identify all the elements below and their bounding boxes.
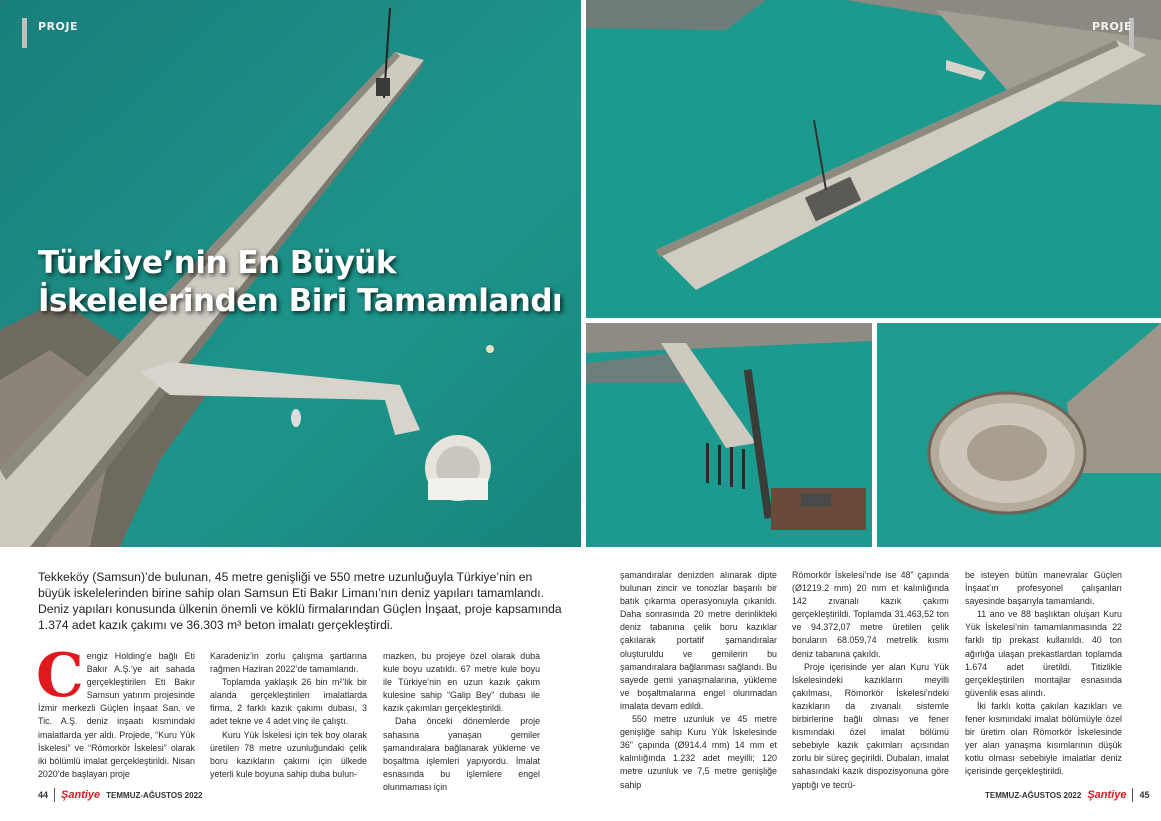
photo-pile-driving: [586, 323, 872, 547]
brand-logo-left: Şantiye: [61, 789, 101, 801]
page-headline: [38, 244, 578, 320]
lead-paragraph: Tekkeköy (Samsun)’de bulunan, 45 metre genişliği ve 550 metre uzunluğuyla Türkiye’nin en büyük iskelelerinden birine sahip olan Samsun Eti Bakır Limanı’nın deniz yapıları tamamlandı. Deniz yapıları konusunda ülkenin önemli ve köklü firmalarından Güçlen İnşaat, proje kapsamında 1.374 adet kazık çakımı ve 36.303 m³ beton imalatı gerçekleştirdi.: [38, 570, 562, 632]
right-column-2: [792, 569, 949, 792]
section-tag-right: PROJE: [1092, 20, 1132, 33]
footer-left: [38, 788, 202, 802]
page-number-right: 45: [1139, 790, 1150, 800]
page-number-left: 44: [38, 790, 49, 800]
brand-logo-right: Şantiye: [1087, 789, 1127, 801]
drop-cap: C: [36, 641, 84, 711]
right-col2-p2: Proje içerisinde yer alan Kuru Yük İskelesindeki kazıkların meyilli çakılması, Römorkör İskelesi’ndeki kazıkların da zıvanalı sistemle birbirlerine bağlı olması ve fener kısmındaki özel imalat bölümü sebebiyle kazık çakımları açısından zorlu bir süreç geçirildi. Dubaları, imalat sahasındaki kazık dispozisyonuna göre yaptığı ve tecrü-: [792, 661, 949, 790]
left-column-1: [36, 641, 195, 781]
headline-line-2: İskelelerinden Biri Tamamlandı: [38, 283, 563, 319]
right-col3-p1: be isteyen bütün manevralar Güçlen İnşaat’ın profesyonel çalışanları sayesinde başarıyla tamamlandı.: [965, 570, 1122, 607]
left-col2-p3: Kuru Yük İskelesi için tek boy olarak üretilen 78 metre uzunluğundaki çelik boru kazıkların çakımı için ülkede yeterli kule boyuna sahip duba bulun-: [210, 729, 367, 779]
right-column-1: [620, 569, 777, 792]
right-col1-p1: şamandıralar denizden alınarak dipte bulunan zincir ve tonozlar başarılı bir batık çıkarma operasyonuyla çıkarıldı. Daha sonrasında 20 metre derinlikteki deniz tabanına çelik boru kazıklar çakılarak portatif şamandıralar oluşturuldu ve gemilerin bu şamandıralara bağlanması sağlandı. Bu sayede gemi yanaşmalarına, yükleme ve boşaltmalarına engel olunmadan imalata devam edildi.: [620, 570, 777, 711]
left-col3-p1: mazken, bu projeye özel olarak duba kule boyu uzatıldı. 67 metre kule boyu ile Türkiye’nin en uzun kazık çakım kulesine sahip “Galip Bey” dubası ile kazık çakımları gerçekleştirildi.: [383, 651, 540, 714]
section-tag-bar-left: [22, 18, 27, 48]
left-col1-text: engiz Holding’e bağlı Eti Bakır A.Ş.’ye ait sahada gerçekleştirilen Eti Bakır Samsun yatırım projesinde İzmir merkezli Güçlen İnşaat San. ve Tic. A.Ş. deniz inşaatı kısmındaki imalatlarda yer aldı. Projede, “Kuru Yük İskelesi” ve “Römorkör İskelesi” olarak iki bölümlü imalat gerçekleştirildi. Nisan 2020’de başlayan proje: [38, 651, 195, 779]
issue-date-right: TEMMUZ-AĞUSTOS 2022: [985, 790, 1082, 800]
footer-right: [985, 788, 1149, 802]
right-column-3: [965, 569, 1122, 779]
section-tag-left: PROJE: [38, 20, 78, 33]
left-column-3: [383, 650, 540, 794]
headline-line-1: Türkiye’nin En Büyük: [38, 245, 396, 281]
footer-divider-left: [54, 788, 55, 802]
footer-divider-right: [1132, 788, 1133, 802]
right-col3-p2: 11 ano ve 88 başlıktan oluşan Kuru Yük İskelesi’nin tamamlanmasında 22 farklı tip prekast kullanıldı. 40 ton ağırlığa ulaşan prekastlardan toplamda 1.674 adet üretildi. Titizlikle gerçekleştirilen montajlar esnasında güvenlik esas alındı.: [965, 609, 1122, 698]
right-col1-p2: 550 metre uzunluk ve 45 metre genişliğe sahip Kuru Yük İskelesinde 36” çapında (Ø914.4 mm) 14 mm et kalınlığında 1.232 adet meyilli; 120 metre uzunluk ve 7,5 metre genişliğe sahip: [620, 714, 777, 790]
photo-jetty-aerial: [586, 0, 1161, 318]
left-col2-p2: Toplamda yaklaşık 26 bin m²’lik bir alanda gerçekleştirilen imalatlarda firma, 2 farklı kazık çakımı dubası, 3 adet tekne ve 4 adet vinç ile çalıştı.: [210, 677, 367, 727]
right-col2-p1: Römorkör İskelesi’nde ise 48” çapında (Ø1219.2 mm) 20 mm et kalınlığında 142 zıvanalı kazık çakımı gerçekleştirildi. Toplamda 31.463,52 ton ve 94.372,07 metre üretilen çelik boruların 68.059,74 metrelik kısmı deniz tabanına çakıldı.: [792, 570, 949, 659]
right-col3-p3: İki farklı kotta çakılan kazıkları ve fener kısmındaki imalat bölümüyle özel bir üretim olan Römorkör İskelesinde yer alan yanaşma kısımlarının düşük kotlu olması sebebiyle imalatlar deniz içerisinde gerçekleştirildi.: [965, 700, 1122, 777]
left-column-2: [210, 650, 367, 781]
photo-lighthouse-platform: [877, 323, 1161, 547]
issue-date-left: TEMMUZ-AĞUSTOS 2022: [106, 790, 203, 800]
left-col2-p1: Karadeniz’in zorlu çalışma şartlarına rağmen Haziran 2022’de tamamlandı.: [210, 651, 367, 675]
left-col3-p2: Daha önceki dönemlerde proje sahasına yanaşan gemiler şamandıralara bağlanarak yükleme ve boşaltma işlemleri yapıyordu. İmalat esnasında bu işlemlere engel olunmaması için: [383, 716, 540, 792]
